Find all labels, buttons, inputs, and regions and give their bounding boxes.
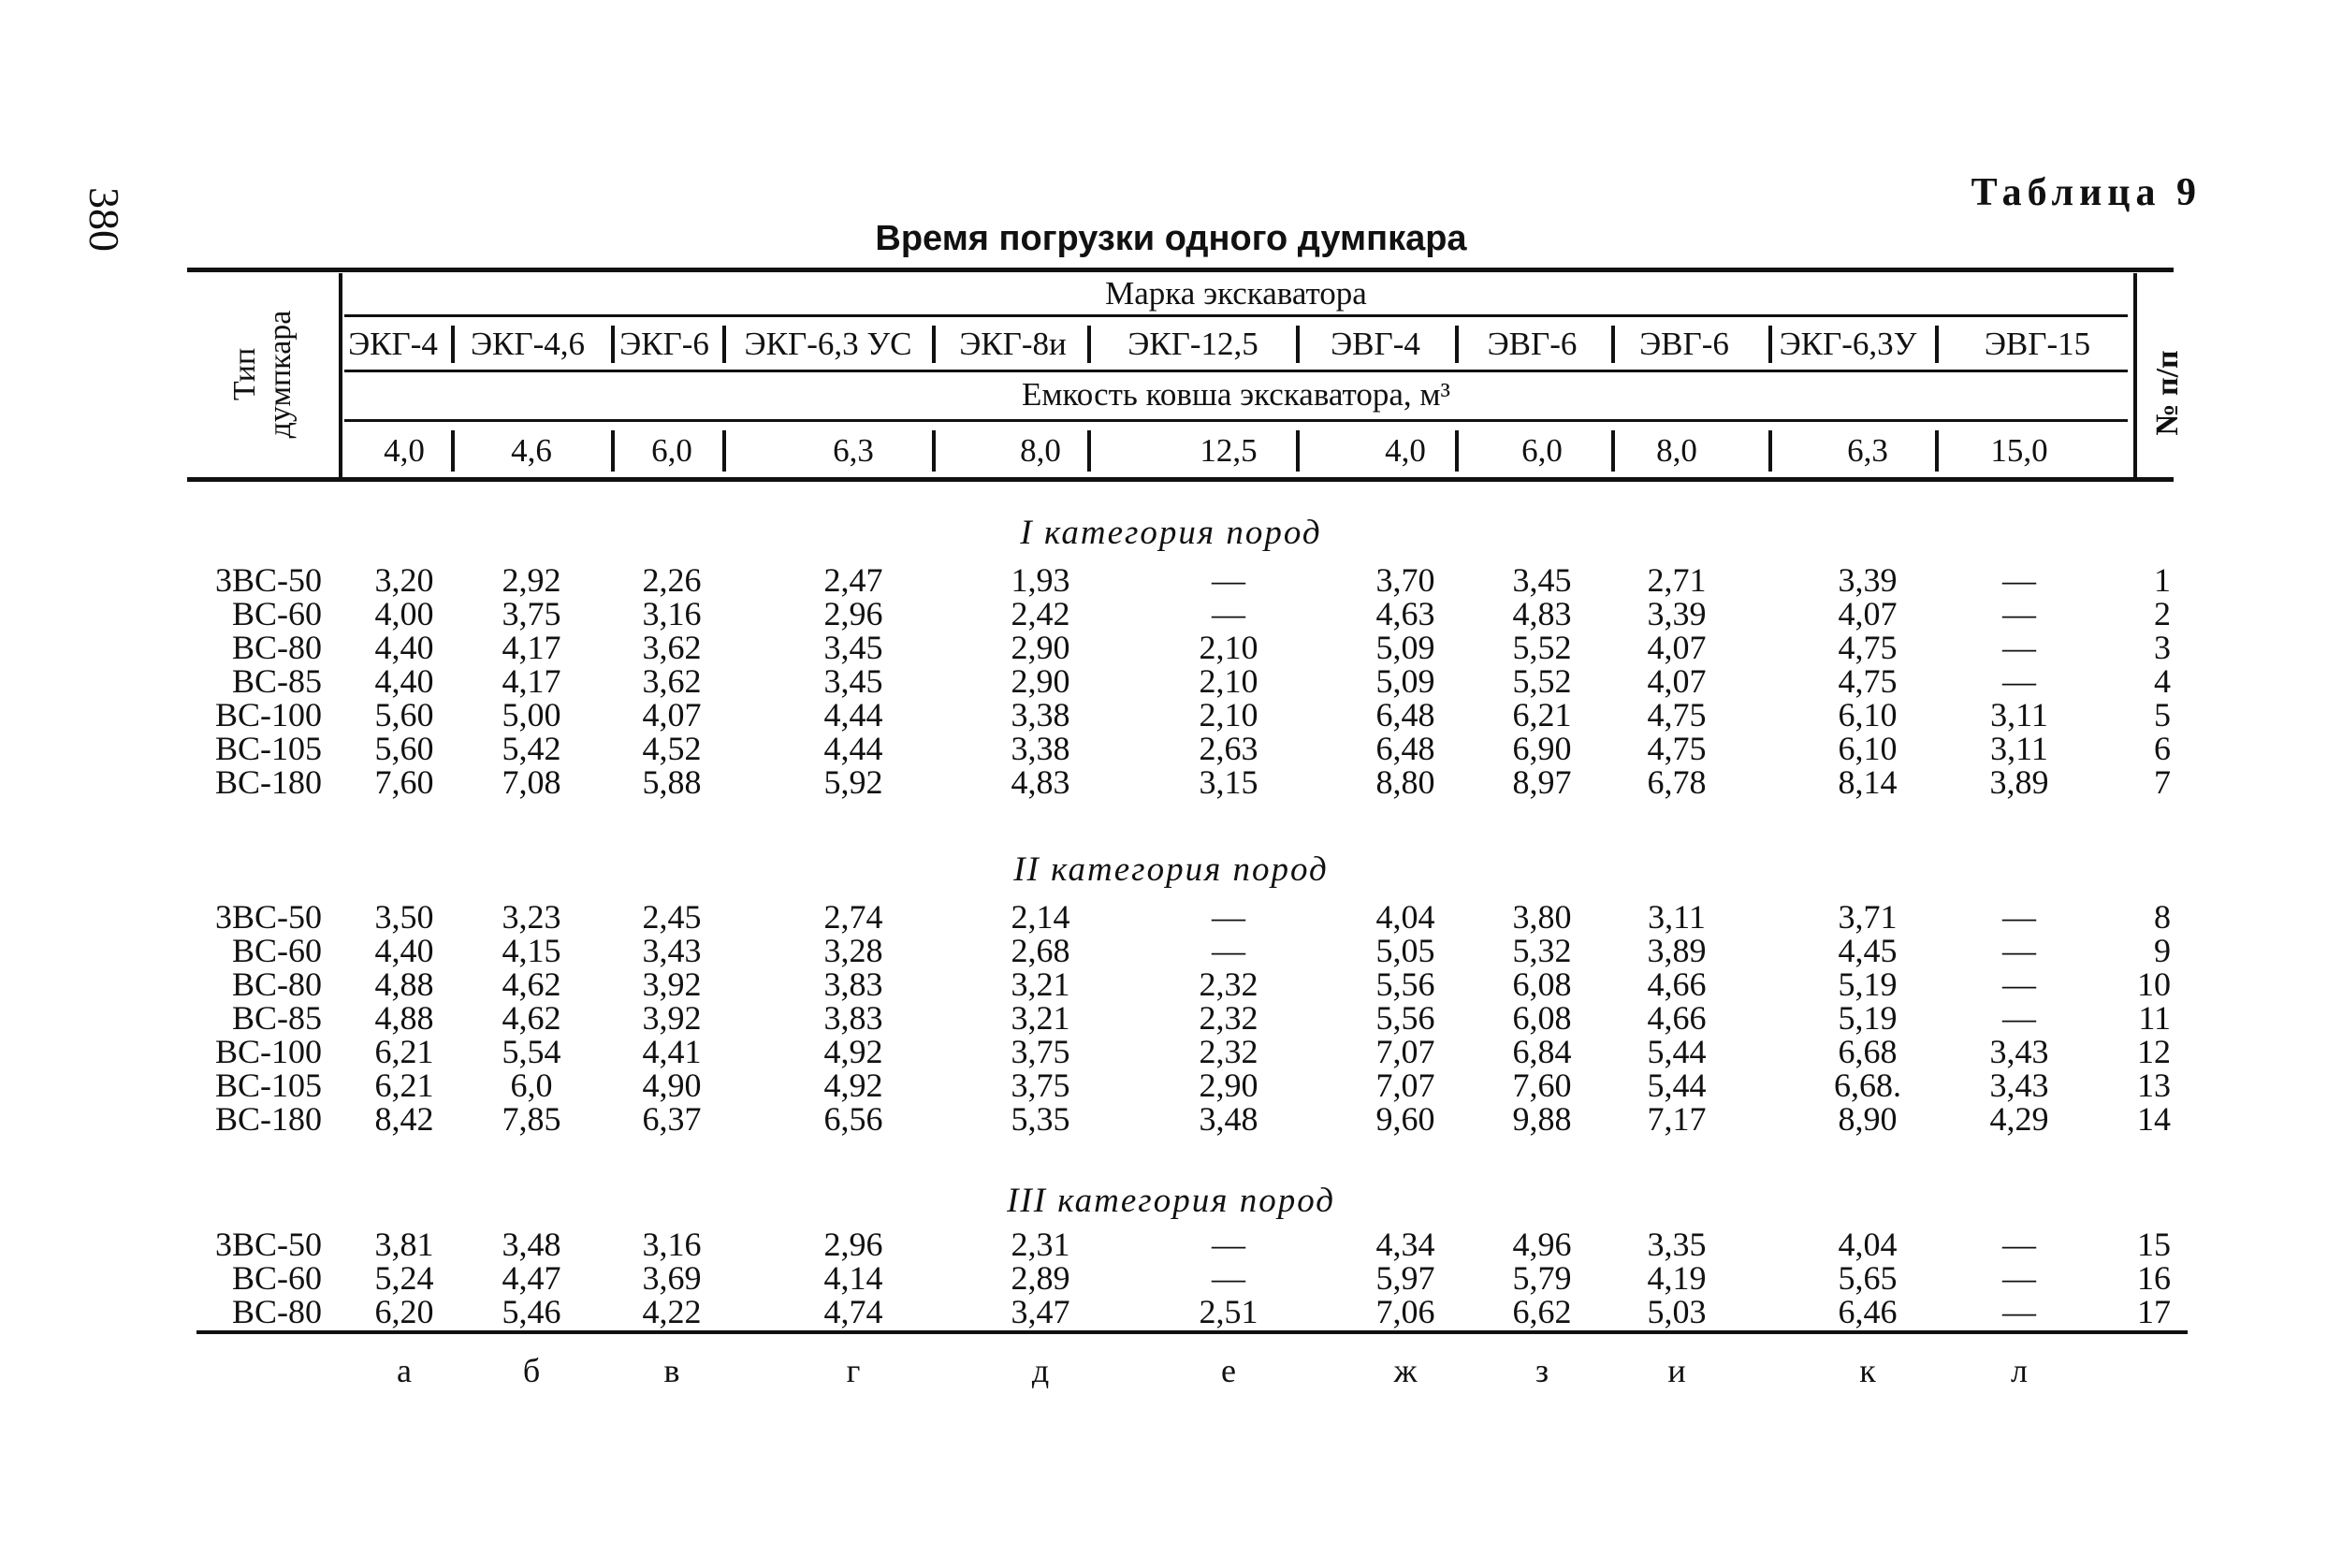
loading-time-cell: —	[1212, 1259, 1245, 1297]
row-number: 6	[2154, 730, 2171, 767]
loading-time-cell: 6,78	[1647, 763, 1707, 801]
loading-time-cell: 2,32	[1199, 999, 1258, 1037]
row-number: 5	[2154, 696, 2171, 733]
bucket-capacity-value: 4,6	[511, 432, 552, 469]
loading-time-cell: 5,19	[1838, 999, 1898, 1037]
row-number: 16	[2137, 1259, 2171, 1297]
loading-time-cell: 2,31	[1011, 1226, 1070, 1263]
loading-time-cell: 4,14	[823, 1259, 883, 1297]
loading-time-cell: 5,44	[1647, 1067, 1707, 1104]
loading-time-cell: 3,81	[374, 1226, 434, 1263]
loading-time-cell: 4,40	[374, 629, 434, 666]
loading-time-cell: 4,63	[1375, 595, 1435, 632]
bucket-capacity-value: 6,0	[651, 432, 692, 469]
loading-time-cell: 2,47	[823, 561, 883, 599]
loading-time-cell: 5,56	[1375, 999, 1435, 1037]
loading-time-cell: 3,71	[1838, 898, 1898, 936]
loading-time-cell: 2,63	[1199, 730, 1258, 767]
loading-time-cell: 3,47	[1011, 1293, 1070, 1330]
loading-time-cell: 4,04	[1375, 898, 1435, 936]
loading-time-cell: 3,83	[823, 999, 883, 1037]
loading-time-cell: 3,75	[502, 595, 561, 632]
loading-time-cell: 5,09	[1375, 662, 1435, 700]
row-number: 7	[2154, 763, 2171, 801]
loading-time-cell: 4,34	[1375, 1226, 1435, 1263]
loading-time-cell: 4,44	[823, 696, 883, 733]
loading-time-cell: 2,90	[1011, 662, 1070, 700]
loading-time-cell: 4,40	[374, 932, 434, 969]
loading-time-cell: 4,17	[502, 629, 561, 666]
row-number: 1	[2154, 561, 2171, 599]
loading-time-cell: 6,20	[374, 1293, 434, 1330]
loading-time-cell: 5,60	[374, 730, 434, 767]
loading-time-cell: —	[1212, 561, 1245, 599]
loading-time-cell: 5,32	[1512, 932, 1572, 969]
row-number: 14	[2137, 1100, 2171, 1138]
loading-time-cell: 2,92	[502, 561, 561, 599]
loading-time-cell: —	[1212, 1226, 1245, 1263]
type-column-header	[227, 290, 302, 458]
loading-time-cell: 8,14	[1838, 763, 1898, 801]
column-letter: в	[663, 1352, 680, 1389]
loading-time-cell: 3,39	[1647, 595, 1707, 632]
row-number: 2	[2154, 595, 2171, 632]
excavator-model: ЭВГ-15	[1984, 326, 2091, 362]
loading-time-cell: 5,46	[502, 1293, 561, 1330]
column-letter: и	[1667, 1352, 1686, 1389]
page-number: 380	[80, 187, 128, 252]
dump-car-type: ВС-60	[231, 1259, 322, 1297]
loading-time-cell: 5,09	[1375, 629, 1435, 666]
loading-time-cell: 5,52	[1512, 629, 1572, 666]
loading-time-cell: 3,75	[1011, 1067, 1070, 1104]
loading-time-cell: 5,35	[1011, 1100, 1070, 1138]
row-number: 11	[2138, 999, 2171, 1037]
loading-time-cell: —	[1212, 932, 1245, 969]
loading-time-cell: —	[2002, 595, 2036, 632]
loading-time-cell: 3,35	[1647, 1226, 1707, 1263]
dump-car-type: ВС-100	[214, 1033, 322, 1070]
row-number: 12	[2137, 1033, 2171, 1070]
loading-time-cell: 6,68.	[1834, 1067, 1901, 1104]
loading-time-cell: 6,21	[1512, 696, 1572, 733]
loading-time-cell: 5,03	[1647, 1293, 1707, 1330]
loading-time-cell: 7,07	[1375, 1033, 1435, 1070]
loading-time-cell: 9,60	[1375, 1100, 1435, 1138]
loading-time-cell: 7,08	[502, 763, 561, 801]
loading-time-cell: 4,41	[642, 1033, 702, 1070]
type-column-header-line: думпкара	[263, 310, 298, 439]
row-number: 9	[2154, 932, 2171, 969]
loading-time-cell: 6,10	[1838, 730, 1898, 767]
loading-time-cell: 3,43	[1989, 1033, 2049, 1070]
loading-time-cell: 6,21	[374, 1067, 434, 1104]
loading-time-cell: 3,45	[823, 662, 883, 700]
loading-time-cell: 3,38	[1011, 730, 1070, 767]
loading-time-cell: 5,54	[502, 1033, 561, 1070]
loading-time-cell: 3,21	[1011, 999, 1070, 1037]
loading-time-cell: 7,06	[1375, 1293, 1435, 1330]
loading-time-cell: —	[1212, 898, 1245, 936]
loading-time-cell: 4,07	[1838, 595, 1898, 632]
loading-time-cell: 4,07	[642, 696, 702, 733]
loading-time-cell: 2,90	[1199, 1067, 1258, 1104]
row-number: 13	[2137, 1067, 2171, 1104]
loading-time-cell: 3,28	[823, 932, 883, 969]
num-column-divider	[2133, 273, 2137, 477]
loading-time-cell: 4,47	[502, 1259, 561, 1297]
row-number: 3	[2154, 629, 2171, 666]
loading-time-cell: 2,96	[823, 1226, 883, 1263]
loading-time-cell: 4,17	[502, 662, 561, 700]
loading-time-cell: 9,88	[1512, 1100, 1572, 1138]
column-letter: к	[1859, 1352, 1876, 1389]
loading-time-cell: 7,85	[502, 1100, 561, 1138]
column-letter: л	[2011, 1352, 2028, 1389]
dump-car-type: ВС-60	[231, 595, 322, 632]
loading-time-cell: 3,69	[642, 1259, 702, 1297]
excavator-model: ЭКГ-6,3У	[1779, 326, 1917, 362]
table-title: Время погрузки одного думпкара	[875, 219, 1467, 258]
loading-time-cell: 6,08	[1512, 999, 1572, 1037]
dump-car-type: 3ВС-50	[214, 898, 322, 936]
loading-time-cell: 5,65	[1838, 1259, 1898, 1297]
capacity-separator	[1768, 430, 1772, 472]
loading-time-cell: 4,62	[502, 965, 561, 1003]
capacity-separator	[932, 430, 936, 472]
rock-category-heading: II категория пород	[1013, 850, 1329, 889]
loading-time-cell: 3,89	[1989, 763, 2049, 801]
loading-time-cell: 4,74	[823, 1293, 883, 1330]
loading-time-cell: 5,97	[1375, 1259, 1435, 1297]
loading-time-cell: 3,62	[642, 629, 702, 666]
dump-car-type: ВС-100	[214, 696, 322, 733]
loading-time-cell: 5,56	[1375, 965, 1435, 1003]
loading-time-cell: 4,88	[374, 965, 434, 1003]
dump-car-type: ВС-80	[231, 629, 322, 666]
header-bottom-rule	[187, 477, 2174, 482]
loading-time-cell: 3,92	[642, 965, 702, 1003]
loading-time-cell: 8,80	[1375, 763, 1435, 801]
loading-time-cell: —	[2002, 629, 2036, 666]
loading-time-cell: 4,19	[1647, 1259, 1707, 1297]
loading-time-cell: —	[2002, 999, 2036, 1037]
loading-time-cell: 8,90	[1838, 1100, 1898, 1138]
loading-time-cell: 7,60	[1512, 1067, 1572, 1104]
dump-car-type: ВС-180	[214, 1100, 322, 1138]
loading-time-cell: 6,10	[1838, 696, 1898, 733]
bucket-capacity-value: 4,0	[1385, 432, 1426, 469]
loading-time-cell: 8,42	[374, 1100, 434, 1138]
loading-time-cell: —	[2002, 1259, 2036, 1297]
loading-time-cell: 5,92	[823, 763, 883, 801]
loading-time-cell: 4,75	[1647, 730, 1707, 767]
loading-time-cell: 2,90	[1011, 629, 1070, 666]
bucket-capacity-value: 15,0	[1990, 432, 2048, 469]
loading-time-cell: —	[2002, 561, 2036, 599]
loading-time-cell: 4,66	[1647, 965, 1707, 1003]
dump-car-type: ВС-85	[231, 999, 322, 1037]
loading-time-cell: 5,60	[374, 696, 434, 733]
loading-time-cell: 6,37	[642, 1100, 702, 1138]
excavator-model: ЭВГ-6	[1487, 326, 1578, 362]
loading-time-cell: 3,38	[1011, 696, 1070, 733]
loading-time-cell: 5,05	[1375, 932, 1435, 969]
loading-time-cell: 4,22	[642, 1293, 702, 1330]
loading-time-cell: 5,44	[1647, 1033, 1707, 1070]
column-letter: б	[522, 1352, 541, 1389]
loading-time-cell: 3,48	[1199, 1100, 1258, 1138]
loading-time-cell: 4,04	[1838, 1226, 1898, 1263]
loading-time-cell: 3,11	[1648, 898, 1706, 936]
loading-time-cell: 5,24	[374, 1259, 434, 1297]
loading-time-cell: 6,56	[823, 1100, 883, 1138]
header-top-rule	[187, 268, 2174, 272]
loading-time-cell: 2,89	[1011, 1259, 1070, 1297]
loading-time-cell: 2,14	[1011, 898, 1070, 936]
dump-car-type: ВС-85	[231, 662, 322, 700]
loading-time-cell: —	[2002, 965, 2036, 1003]
excavator-model: ЭКГ-8и	[959, 326, 1067, 362]
bucket-capacity-label: Емкость ковша экскаватора, м³	[1021, 376, 1451, 413]
group-label-rule	[344, 314, 2128, 317]
loading-time-cell: 3,43	[642, 932, 702, 969]
loading-time-cell: 2,74	[823, 898, 883, 936]
loading-time-cell: 3,45	[1512, 561, 1572, 599]
table-bottom-rule	[196, 1330, 2188, 1334]
loading-time-cell: 4,00	[374, 595, 434, 632]
loading-time-cell: 5,42	[502, 730, 561, 767]
bucket-capacity-value: 4,0	[384, 432, 425, 469]
loading-time-cell: 4,96	[1512, 1226, 1572, 1263]
loading-time-cell: 4,92	[823, 1033, 883, 1070]
loading-time-cell: 4,15	[502, 932, 561, 969]
loading-time-cell: 3,83	[823, 965, 883, 1003]
loading-time-cell: —	[2002, 898, 2036, 936]
rock-category-heading: III категория пород	[1007, 1182, 1335, 1220]
dump-car-type: ВС-180	[214, 763, 322, 801]
loading-time-cell: 6,62	[1512, 1293, 1572, 1330]
loading-time-cell: 4,83	[1512, 595, 1572, 632]
loading-time-cell: 2,45	[642, 898, 702, 936]
loading-time-cell: 2,26	[642, 561, 702, 599]
loading-time-cell: 3,89	[1647, 932, 1707, 969]
excavator-model: ЭКГ-6	[619, 326, 709, 362]
loading-time-cell: 4,52	[642, 730, 702, 767]
loading-time-cell: 3,15	[1199, 763, 1258, 801]
loading-time-cell: 3,62	[642, 662, 702, 700]
dump-car-type: ВС-105	[214, 730, 322, 767]
excavator-brand-label: Марка экскаватора	[1105, 275, 1367, 312]
loading-time-cell: 3,45	[823, 629, 883, 666]
loading-time-cell: 7,60	[374, 763, 434, 801]
row-number: 10	[2137, 965, 2171, 1003]
loading-time-cell: 2,96	[823, 595, 883, 632]
loading-time-cell: 4,83	[1011, 763, 1070, 801]
loading-time-cell: 3,70	[1375, 561, 1435, 599]
loading-time-cell: 2,68	[1011, 932, 1070, 969]
row-number: 4	[2154, 662, 2171, 700]
num-column-header: № п/п	[2150, 350, 2185, 436]
type-column-header-line: Тип	[227, 347, 262, 401]
rock-category-heading: I категория пород	[1020, 514, 1322, 552]
loading-time-cell: 5,79	[1512, 1259, 1572, 1297]
bucket-capacity-value: 6,3	[1847, 432, 1888, 469]
loading-time-cell: 7,07	[1375, 1067, 1435, 1104]
loading-time-cell: 3,23	[502, 898, 561, 936]
excavator-model: ЭКГ-4,6	[470, 326, 586, 362]
loading-time-cell: 4,66	[1647, 999, 1707, 1037]
loading-time-cell: 3,16	[642, 595, 702, 632]
row-number: 8	[2154, 898, 2171, 936]
column-letter: е	[1221, 1352, 1236, 1389]
loading-time-cell: 2,32	[1199, 1033, 1258, 1070]
column-letter: з	[1535, 1352, 1549, 1389]
loading-time-cell: 3,21	[1011, 965, 1070, 1003]
loading-time-cell: 2,10	[1199, 696, 1258, 733]
loading-time-cell: 3,11	[1990, 730, 2048, 767]
loading-time-cell: 4,44	[823, 730, 883, 767]
loading-time-cell: 6,21	[374, 1033, 434, 1070]
loading-time-cell: 8,97	[1512, 763, 1572, 801]
loading-time-cell: 1,93	[1011, 561, 1070, 599]
loading-time-cell: 3,39	[1838, 561, 1898, 599]
loading-time-cell: 5,88	[642, 763, 702, 801]
column-letter: г	[846, 1352, 861, 1389]
dump-car-type: ВС-80	[231, 1293, 322, 1330]
row-number: 15	[2137, 1226, 2171, 1263]
loading-time-cell: 7,17	[1647, 1100, 1707, 1138]
loading-time-cell: 4,75	[1647, 696, 1707, 733]
loading-time-cell: 5,19	[1838, 965, 1898, 1003]
loading-time-cell: 4,07	[1647, 629, 1707, 666]
loading-time-cell: 4,92	[823, 1067, 883, 1104]
loading-time-cell: 6,48	[1375, 730, 1435, 767]
loading-time-cell: 6,0	[510, 1067, 553, 1104]
excavator-model: ЭКГ-6,3 УС	[744, 326, 912, 362]
loading-time-cell: 4,45	[1838, 932, 1898, 969]
loading-time-cell: 3,11	[1990, 696, 2048, 733]
column-letter: ж	[1393, 1352, 1418, 1389]
loading-time-cell: 4,07	[1647, 662, 1707, 700]
bucket-capacity-value: 8,0	[1656, 432, 1697, 469]
dump-car-type: 3ВС-50	[214, 1226, 322, 1263]
capacity-label-rule	[344, 419, 2128, 422]
loading-time-cell: —	[2002, 932, 2036, 969]
loading-time-cell: 4,40	[374, 662, 434, 700]
loading-time-cell: 4,88	[374, 999, 434, 1037]
loading-time-cell: 5,00	[502, 696, 561, 733]
excavator-model: ЭВГ-4	[1331, 326, 1420, 362]
loading-time-cell: —	[2002, 1226, 2036, 1263]
excavator-model: ЭКГ-12,5	[1127, 326, 1258, 362]
loading-time-cell: 3,20	[374, 561, 434, 599]
column-letter: а	[397, 1352, 412, 1389]
dump-car-type: ВС-80	[231, 965, 322, 1003]
bucket-capacity-value: 8,0	[1020, 432, 1061, 469]
loading-time-cell: 4,75	[1838, 662, 1898, 700]
loading-time-cell: 3,80	[1512, 898, 1572, 936]
models-rule	[344, 370, 2128, 372]
loading-time-cell: 4,29	[1989, 1100, 2049, 1138]
loading-time-cell: 2,42	[1011, 595, 1070, 632]
column-letter: д	[1031, 1352, 1050, 1389]
loading-time-cell: 6,48	[1375, 696, 1435, 733]
loading-time-cell: —	[2002, 1293, 2036, 1330]
loading-time-cell: 4,90	[642, 1067, 702, 1104]
dump-car-type: 3ВС-50	[214, 561, 322, 599]
dump-car-type: ВС-105	[214, 1067, 322, 1104]
loading-time-cell: 3,75	[1011, 1033, 1070, 1070]
loading-time-cell: —	[2002, 662, 2036, 700]
excavator-model: ЭВГ-6	[1639, 326, 1729, 362]
loading-time-cell: 2,10	[1199, 629, 1258, 666]
table-label: Таблица 9	[1971, 171, 2202, 214]
loading-time-cell: 2,51	[1199, 1293, 1258, 1330]
loading-time-cell: 2,10	[1199, 662, 1258, 700]
loading-time-cell: 5,52	[1512, 662, 1572, 700]
loading-time-cell: 6,68	[1838, 1033, 1898, 1070]
loading-time-cell: 4,75	[1838, 629, 1898, 666]
loading-time-cell: 6,46	[1838, 1293, 1898, 1330]
loading-time-cell: 3,50	[374, 898, 434, 936]
loading-time-cell: 3,16	[642, 1226, 702, 1263]
loading-time-cell: 6,08	[1512, 965, 1572, 1003]
excavator-model: ЭКГ-4	[348, 326, 438, 362]
loading-time-cell: 2,32	[1199, 965, 1258, 1003]
loading-time-cell: 2,71	[1647, 561, 1707, 599]
loading-time-cell: 3,48	[502, 1226, 561, 1263]
bucket-capacity-value: 12,5	[1200, 432, 1258, 469]
loading-time-cell: 3,43	[1989, 1067, 2049, 1104]
loading-time-cell: 6,90	[1512, 730, 1572, 767]
loading-time-cell: 6,84	[1512, 1033, 1572, 1070]
row-number: 17	[2137, 1293, 2171, 1330]
loading-time-cell: 4,62	[502, 999, 561, 1037]
bucket-capacity-value: 6,3	[833, 432, 874, 469]
loading-time-cell: —	[1212, 595, 1245, 632]
dump-car-type: ВС-60	[231, 932, 322, 969]
bucket-capacity-value: 6,0	[1521, 432, 1563, 469]
loading-time-cell: 3,92	[642, 999, 702, 1037]
